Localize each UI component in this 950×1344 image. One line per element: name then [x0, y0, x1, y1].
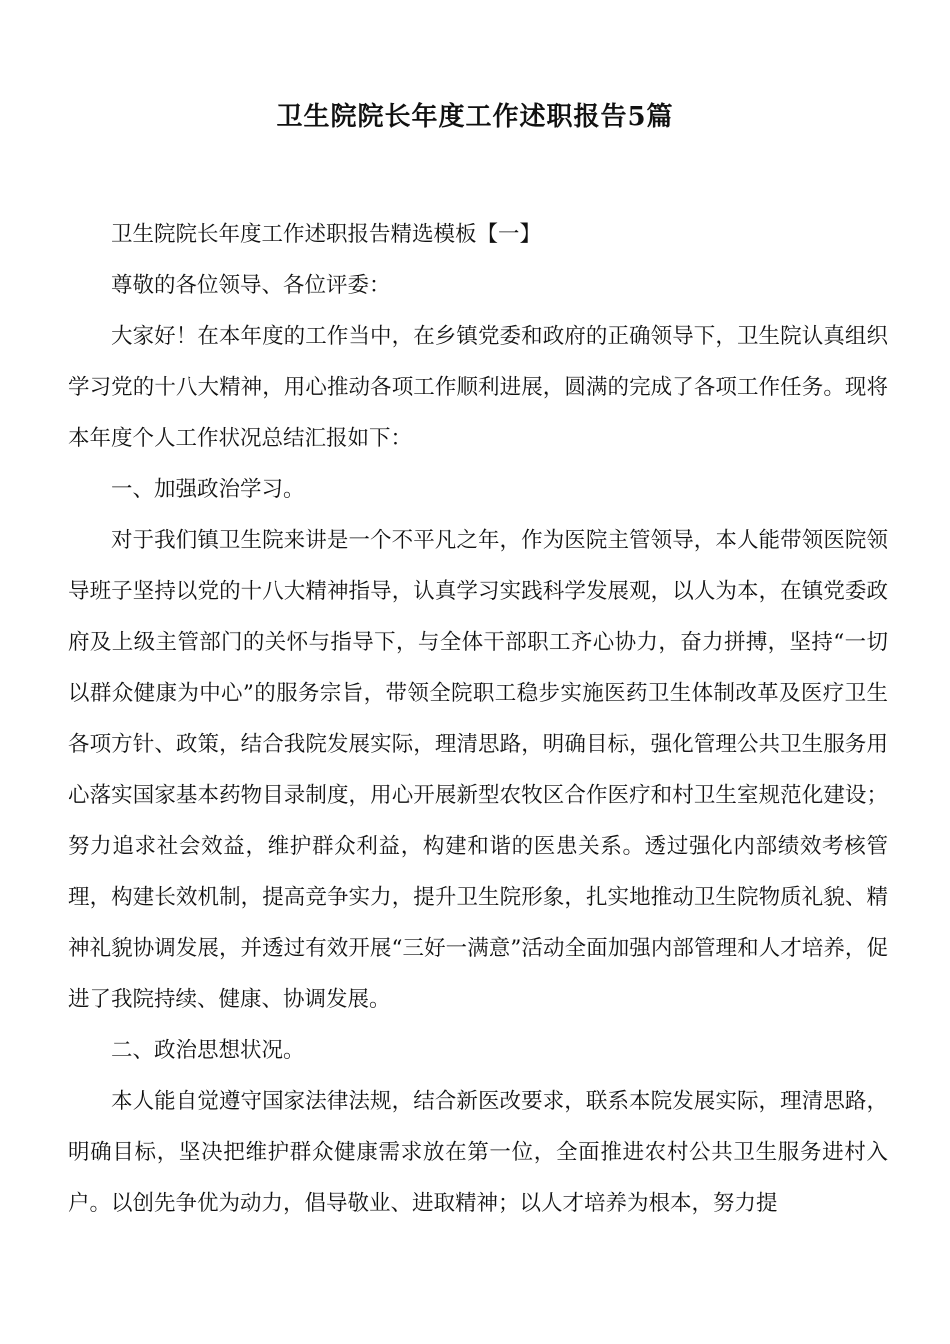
paragraph-greeting: 大家好！在本年度的工作当中，在乡镇党委和政府的正确领导下，卫生院认真组织学习党的十八大精神，用心推动各项工作顺利进展，圆满的完成了各项工作任务。现将本年度个人工作状况总结汇报如下： [68, 324, 888, 451]
document-body [68, 209, 888, 1229]
document-title: 卫生院院长年度工作述职报告5篇 [276, 102, 674, 132]
paragraph-section-heading: 卫生院院长年度工作述职报告精选模板【一】 [111, 222, 542, 247]
paragraph-heading-1: 一、加强政治学习。 [111, 477, 305, 502]
paragraph-body-2: 本人能自觉遵守国家法律法规，结合新医改要求，联系本院发展实际，理清思路，明确目标，坚决把维护群众健康需求放在第一位，全面推进农村公共卫生服务进村入户。以创先争优为动力，倡导敬业、进取精神；以人才培养为根本，努力提 [68, 1089, 888, 1216]
paragraph-heading-2: 二、政治思想状况。 [111, 1038, 305, 1063]
paragraph-body-1: 对于我们镇卫生院来讲是一个不平凡之年，作为医院主管领导，本人能带领医院领导班子坚持以党的十八大精神指导，认真学习实践科学发展观，以人为本，在镇党委政府及上级主管部门的关怀与指导下，与全体干部职工齐心协力，奋力拼搏，坚持“一切以群众健康为中心”的服务宗旨，带领全院职工稳步实施医药卫生体制改革及医疗卫生各项方针、政策，结合我院发展实际，理清思路，明确目标，强化管理公共卫生服务用心落实国家基本药物目录制度，用心开展新型农牧区合作医疗和村卫生室规范化建设；努力追求社会效益，维护群众利益，构建和谐的医患关系。透过强化内部绩效考核管理，构建长效机制，提高竞争实力，提升卫生院形象，扎实地推动卫生院物质礼貌、精神礼貌协调发展，并透过有效开展“三好一满意”活动全面加强内部管理和人才培养，促进了我院持续、健康、协调发展。 [68, 528, 888, 1012]
paragraph-salutation: 尊敬的各位领导、各位评委： [111, 273, 391, 298]
